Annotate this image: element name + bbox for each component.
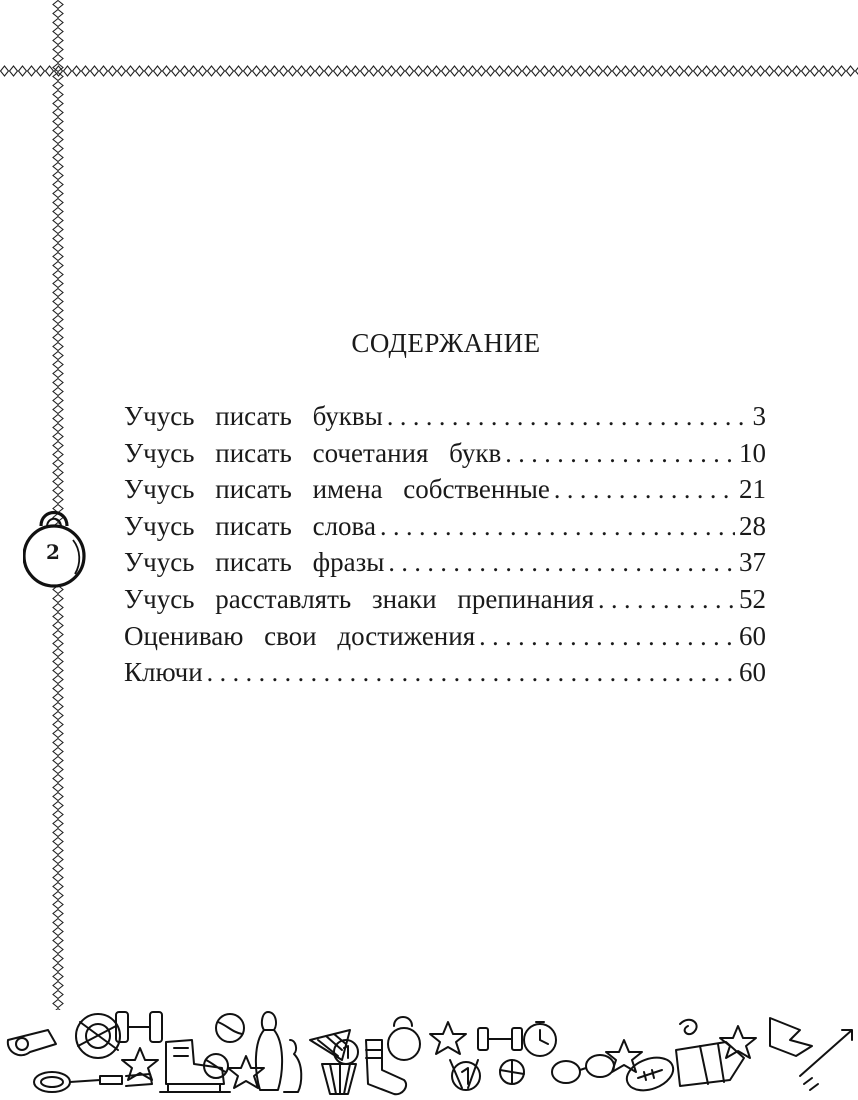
- toc-entry[interactable]: [124, 508, 766, 545]
- stopwatch-icon: [524, 1022, 556, 1056]
- target-icon: [76, 1014, 120, 1058]
- toc-title: СОДЕРЖАНИЕ: [351, 328, 541, 358]
- dumbbell-icon: [478, 1028, 522, 1050]
- toc-entry-title: Учусь писать фразы: [124, 547, 385, 578]
- arrow-icon: [800, 1030, 852, 1090]
- toc-entry-page: 60: [739, 620, 766, 651]
- football-icon: [622, 1052, 677, 1097]
- page-number: 2: [46, 540, 60, 564]
- dot-leader: [207, 655, 735, 692]
- dot-leader: [387, 399, 748, 436]
- dot-leader: [505, 436, 735, 473]
- sock-icon: [366, 1040, 406, 1094]
- dot-leader: [380, 509, 735, 546]
- kettlebell-icon: [388, 1017, 420, 1060]
- toc-entry[interactable]: [124, 398, 766, 435]
- medal-icon: [450, 1060, 480, 1090]
- dumbbell-icon: [116, 1012, 162, 1042]
- toc-entry-title: Оцениваю свои достижения: [124, 620, 476, 651]
- dot-leader: [598, 582, 735, 619]
- toc-entry-title: Учусь писать слова: [124, 510, 376, 541]
- diamond-chain-border-top: [0, 64, 858, 78]
- whistle-icon: [8, 1030, 56, 1055]
- swirl-icon: [680, 1020, 697, 1034]
- star-icon: [430, 1022, 466, 1054]
- toc-entry-title: Учусь писать сочетания букв: [124, 437, 502, 468]
- dot-leader: [388, 545, 735, 582]
- dot-leader: [554, 472, 735, 509]
- jump-rope-icon: [34, 1072, 152, 1092]
- bowling-pin-icon: [256, 1012, 301, 1092]
- toc-entry[interactable]: [124, 544, 766, 581]
- ribbon-icon: [770, 1018, 812, 1056]
- toc-entry[interactable]: [124, 618, 766, 655]
- toc-entry-page: 60: [739, 657, 766, 688]
- toc-entry-page: 21: [739, 474, 766, 505]
- ball-icon: [500, 1060, 524, 1084]
- toc-list: [124, 398, 766, 691]
- sports-doodle-border: [0, 1000, 858, 1100]
- dot-leader: [479, 619, 735, 656]
- toc-entry-page: 37: [739, 547, 766, 578]
- toc-entry[interactable]: [124, 435, 766, 472]
- toc-entry-title: Учусь писать буквы: [124, 401, 383, 431]
- toc-entry-page: 10: [739, 437, 766, 468]
- toc-entry-page: 3: [752, 401, 766, 431]
- page-number-badge: [23, 500, 109, 600]
- ice-skate-icon: [160, 1040, 230, 1092]
- toc-entry-page: 52: [739, 583, 766, 614]
- star-icon: [606, 1040, 642, 1072]
- toc-entry[interactable]: [124, 471, 766, 508]
- toc-entry-title: Учусь писать имена собственные: [124, 474, 550, 505]
- swimming-goggles-icon: [552, 1055, 614, 1083]
- flipper-icon: [676, 1042, 744, 1086]
- toc-entry[interactable]: [124, 581, 766, 618]
- toc-entry-title: Учусь расставлять знаки препинания: [124, 583, 594, 614]
- toc-entry-page: 28: [739, 510, 766, 541]
- toc-entry[interactable]: [124, 654, 766, 691]
- toc-entry-title: Ключи: [124, 657, 203, 688]
